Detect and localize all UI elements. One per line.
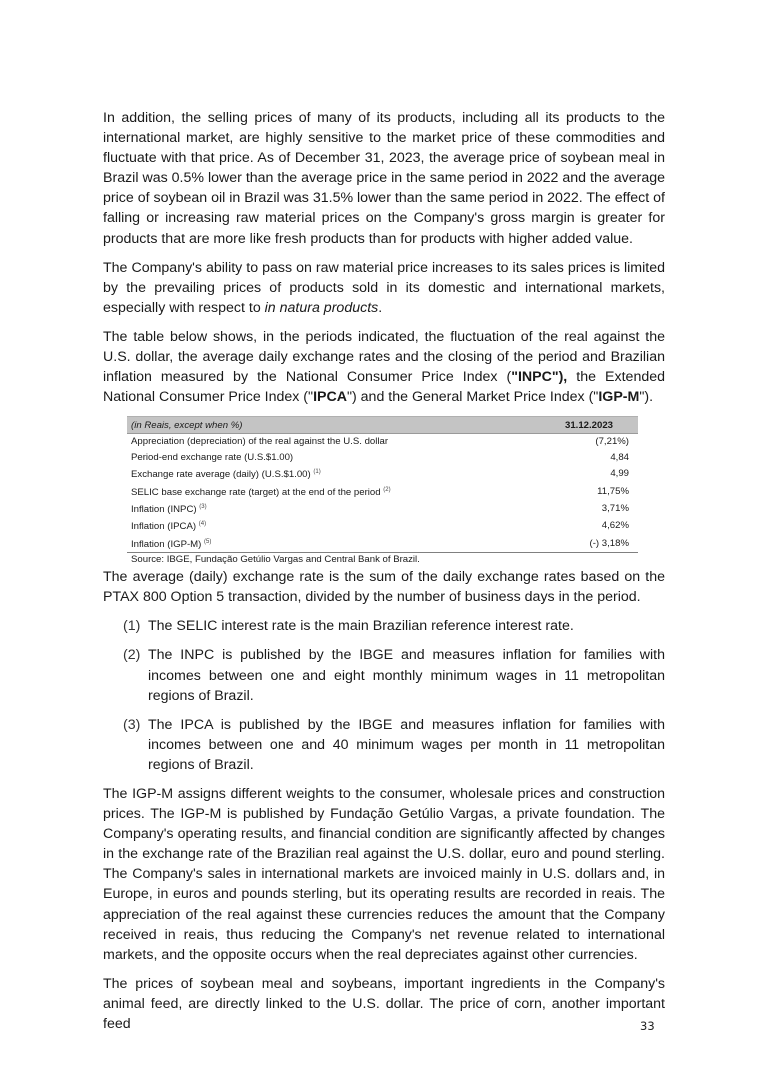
exchange-inflation-table: [127, 416, 638, 553]
row-label: [127, 500, 525, 517]
row-label: [127, 450, 525, 465]
paragraph-text: the Extended National Consumer Price Index (": [103, 369, 666, 406]
footnote-item: [103, 715, 665, 775]
row-value: 4,62%: [601, 520, 629, 532]
footnote-number: (1): [123, 618, 141, 635]
row-value: 4,99: [610, 468, 629, 480]
row-label-text: Inflation (IGP-M): [131, 538, 202, 550]
table-row: [127, 517, 638, 534]
header-period: 31.12.2023: [525, 417, 638, 434]
row-label-text: Exchange rate average (daily) (U.S.$1.00): [131, 469, 311, 481]
row-value: 3,71%: [601, 502, 629, 514]
table-source-note: Source: IBGE, Fundação Getúlio Vargas and Central Bank of Brazil.: [131, 554, 420, 566]
footnote-marker: (1): [313, 469, 321, 476]
footnote-number: (2): [123, 647, 141, 664]
paragraph-average-rate-definition: The average (daily) exchange rate is the sum of the daily exchange rates based on the PTAX 800 Option 5 transaction, divided by the number of business days in the period.: [103, 569, 665, 606]
paragraph-text: The table below shows, in the periods indicated, the fluctuation of the real against the U.S. dollar, the average daily exchange rates and the closing of the period and Brazilian inflation measured by the National Consumer Price Index (: [103, 328, 665, 386]
row-value: (7,21%): [595, 436, 629, 448]
row-label-text: SELIC base exchange rate (target) at the end of the period: [131, 486, 381, 498]
footnote-marker: (5): [204, 538, 212, 545]
row-label-text: Inflation (IPCA): [131, 521, 197, 533]
row-label: [127, 483, 525, 500]
page-number: 33: [640, 1019, 655, 1033]
bold-term-igpm: IGP-M: [598, 389, 640, 406]
paragraph-text: ") and the General Market Price Index (": [346, 389, 599, 406]
footnote-marker: (2): [383, 486, 391, 493]
row-label: [127, 434, 525, 450]
table-row: [127, 450, 638, 465]
table-row: [127, 500, 638, 517]
paragraph-feed-prices: The prices of soybean meal and soybeans, important ingredients in the Company's animal feed, are directly linked to the U.S. dollar. The price of corn, another important feed: [103, 975, 665, 1033]
italic-term: in natura products: [264, 299, 379, 316]
footnote-item: [103, 645, 665, 705]
row-label-text: Appreciation (depreciation) of the real against the U.S. dollar: [131, 436, 389, 448]
footnote-text: The IPCA is published by the IBGE and measures inflation for families with incomes between one and 40 minimum wages per month in 11 metropolitan regions of Brazil.: [148, 716, 665, 773]
footnote-number: (3): [123, 716, 141, 733]
paragraph-text: .: [378, 299, 383, 316]
paragraph-text: ").: [639, 389, 654, 406]
table-row: [127, 465, 638, 482]
paragraph-table-intro: [103, 327, 665, 407]
bold-term-ipca: IPCA: [313, 389, 347, 406]
header-units-label: (in Reais, except when %): [127, 417, 525, 434]
footnote-text: The INPC is published by the IBGE and measures inflation for families with incomes between one and eight monthly minimum wages in 11 metropolitan regions of Brazil.: [148, 647, 665, 704]
table-row: [127, 434, 638, 450]
row-value: 11,75%: [597, 485, 629, 497]
row-label: [127, 535, 525, 553]
row-label: [127, 517, 525, 534]
document-page: [103, 108, 665, 1043]
row-label-text: Period-end exchange rate (U.S.$1.00): [131, 451, 294, 463]
footnote-marker: (3): [199, 503, 207, 510]
exchange-inflation-table-container: [127, 416, 638, 567]
table-header-row: [127, 417, 638, 434]
row-label: [127, 465, 525, 482]
paragraph-text: The Company's ability to pass on raw material price increases to its sales prices is limited by the prevailing prices of products sold in its domestic and international markets, especially with respect to: [103, 259, 665, 316]
paragraph-price-pass-through: [103, 258, 665, 318]
footnote-text: The SELIC interest rate is the main Brazilian reference interest rate.: [148, 618, 574, 635]
bold-term-inpc: "INPC"),: [511, 369, 568, 386]
row-label-text: Inflation (INPC): [131, 503, 197, 515]
row-value: 4,84: [610, 451, 629, 463]
footnote-item: [103, 616, 665, 636]
table-row: [127, 535, 638, 553]
table-row: [127, 483, 638, 500]
paragraph-commodity-prices: In addition, the selling prices of many of its products, including all its products to the international market, are highly sensitive to the market price of these commodities and fluctuate with that price. As of December 31, 2023, the average price of soybean meal in Brazil was 0.5% lower than the average price in the same period in 2022 and the average price of soybean oil in Brazil was 31.5% lower than the same period in 2022. The effect of falling or increasing raw material prices on the Company's gross margin is greater for products that are more like fresh products than for products with higher added value.: [103, 110, 665, 247]
footnotes-list: [103, 616, 665, 775]
paragraph-igpm-exchange-effects: The IGP-M assigns different weights to the consumer, wholesale prices and construction prices. The IGP-M is published by Fundação Getúlio Vargas, a private foundation. The Company's operating results, and financial condition are significantly affected by changes in the exchange rate of the Brazilian real against the U.S. dollar, euro and pound sterling. The Company's sales in international markets are invoiced mainly in U.S. dollars and, in Europe, in euros and pounds sterling, but its operating results are recorded in reais. The appreciation of the real against these currencies reduces the amount that the Company received in reais, thus reducing the Company's net revenue related to international markets, and the opposite occurs when the real depreciates against other currencies.: [103, 786, 665, 963]
row-value: (-) 3,18%: [525, 535, 638, 553]
footnote-marker: (4): [198, 521, 207, 528]
